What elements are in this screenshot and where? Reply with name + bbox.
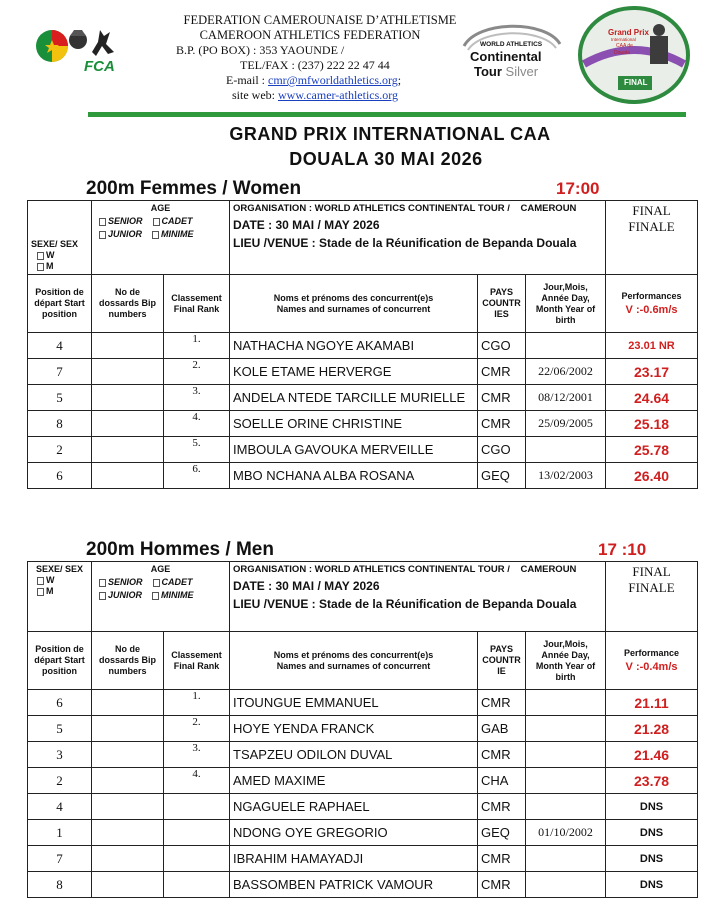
col-header-position: Position de départ Start position xyxy=(28,275,92,333)
sex-m-checkbox xyxy=(37,588,44,596)
table-row xyxy=(28,872,698,898)
age-minime-label: MINIME xyxy=(161,590,194,600)
event-title-men: 200m Hommes / Men xyxy=(86,539,274,560)
table-row xyxy=(28,437,698,463)
athlete-name: NDONG OYE GREGORIO xyxy=(230,820,478,846)
wa-tour-silver xyxy=(474,64,538,79)
col-header-name: Noms et prénoms des concurrent(e)s Names and surnames of concurrent xyxy=(230,632,478,690)
athlete-name: TSAPZEU ODILON DUVAL xyxy=(230,742,478,768)
athlete-dob xyxy=(526,846,606,872)
start-position: 1 xyxy=(28,820,92,846)
performance: 21.46 xyxy=(606,742,698,768)
organisation-text: ORGANISATION : WORLD ATHLETICS CONTINENTAL TOUR / xyxy=(233,564,510,575)
fca-logo-text: FCA xyxy=(84,58,115,75)
performance-label: Performance xyxy=(624,648,680,658)
tel-fax: TEL/FAX : (237) 222 22 47 44 xyxy=(240,58,390,72)
email-line: E-mail : cmr@mfworldathletics.org; xyxy=(226,73,402,87)
performance: DNS xyxy=(606,794,698,820)
athlete-dob xyxy=(526,872,606,898)
table-row xyxy=(28,716,698,742)
website-label: site web: xyxy=(232,88,275,102)
organisation-cell xyxy=(230,562,606,632)
sex-cell xyxy=(28,562,92,632)
grand-prix-logo xyxy=(578,6,690,104)
age-cadet-checkbox xyxy=(153,218,160,226)
col-header-performance xyxy=(606,275,698,333)
bib-number xyxy=(92,437,164,463)
wind-reading: V :-0.6m/s xyxy=(625,304,678,316)
athlete-dob xyxy=(526,716,606,742)
gp-logo-bottom: FINAL xyxy=(624,78,648,87)
age-minime-checkbox xyxy=(152,592,159,600)
performance: 21.28 xyxy=(606,716,698,742)
gp-logo-line4: Douala xyxy=(614,50,630,56)
table-row xyxy=(28,846,698,872)
final-rank xyxy=(164,794,230,820)
table-row xyxy=(28,768,698,794)
final-cell xyxy=(606,562,698,632)
final-cell xyxy=(606,201,698,275)
col-header-dob: Jour,Mois, Année Day, Month Year of birth xyxy=(526,632,606,690)
organisation-text: ORGANISATION : WORLD ATHLETICS CONTINENTAL TOUR / xyxy=(233,203,510,214)
final-rank: 5. xyxy=(164,437,230,463)
bib-number xyxy=(92,872,164,898)
page-subtitle: DOUALA 30 MAI 2026 xyxy=(289,149,483,169)
start-position: 8 xyxy=(28,872,92,898)
table-row xyxy=(28,359,698,385)
performance: 21.11 xyxy=(606,690,698,716)
age-junior-label: JUNIOR xyxy=(108,229,143,239)
event-date: 30 MAI / MAY 2026 xyxy=(275,218,380,232)
age-minime-checkbox xyxy=(152,231,159,239)
wa-continental-label: Continental xyxy=(470,49,542,64)
athlete-name: BASSOMBEN PATRICK VAMOUR xyxy=(230,872,478,898)
venue-name: Stade de la Réunification de Bepanda Douala xyxy=(319,597,577,611)
final-rank xyxy=(164,846,230,872)
age-cadet-label: CADET xyxy=(161,577,193,587)
table-row xyxy=(28,411,698,437)
start-position: 4 xyxy=(28,333,92,359)
col-header-performance xyxy=(606,632,698,690)
performance: 23.17 xyxy=(606,359,698,385)
organisation-country: CAMEROUN xyxy=(520,203,577,214)
athlete-dob: 08/12/2001 xyxy=(526,385,606,411)
athlete-name: MBO NCHANA ALBA ROSANA xyxy=(230,463,478,489)
po-box: B.P. (PO BOX) : 353 YAOUNDE / xyxy=(176,43,345,57)
bib-number xyxy=(92,716,164,742)
bib-number xyxy=(92,820,164,846)
table-row xyxy=(28,820,698,846)
performance: 25.78 xyxy=(606,437,698,463)
bib-number xyxy=(92,690,164,716)
performance: 24.64 xyxy=(606,385,698,411)
athlete-name: AMED MAXIME xyxy=(230,768,478,794)
final-rank: 1. xyxy=(164,690,230,716)
sex-m-checkbox xyxy=(37,263,44,271)
athlete-country: CMR xyxy=(478,742,526,768)
results-table-women xyxy=(27,200,698,489)
finale-label: FINALE xyxy=(628,580,675,595)
sex-w-checkbox xyxy=(37,252,44,260)
athlete-country: CMR xyxy=(478,411,526,437)
athlete-name: KOLE ETAME HERVERGE xyxy=(230,359,478,385)
athlete-dob xyxy=(526,742,606,768)
start-position: 2 xyxy=(28,768,92,794)
athlete-name: ITOUNGUE EMMANUEL xyxy=(230,690,478,716)
continental-tour-logo xyxy=(458,16,566,86)
bib-number xyxy=(92,385,164,411)
start-position: 4 xyxy=(28,794,92,820)
athlete-name: NGAGUELE RAPHAEL xyxy=(230,794,478,820)
age-minime-label: MINIME xyxy=(161,229,194,239)
final-rank: 4. xyxy=(164,411,230,437)
venue-label: LIEU /VENUE : xyxy=(233,597,316,611)
col-header-country: PAYS COUNTR IES xyxy=(478,275,526,333)
table-header-info-row xyxy=(28,201,698,275)
col-header-rank: Classement Final Rank xyxy=(164,275,230,333)
organisation-cell xyxy=(230,201,606,275)
athlete-dob xyxy=(526,690,606,716)
start-position: 6 xyxy=(28,463,92,489)
athlete-dob xyxy=(526,437,606,463)
website-line xyxy=(232,88,398,102)
page-title: GRAND PRIX INTERNATIONAL CAA xyxy=(229,124,551,144)
athlete-country: CMR xyxy=(478,872,526,898)
wa-tour-label: Tour xyxy=(474,64,502,79)
athlete-country: CHA xyxy=(478,768,526,794)
date-label: DATE : xyxy=(233,579,273,593)
table-row xyxy=(28,794,698,820)
athlete-name: HOYE YENDA FRANCK xyxy=(230,716,478,742)
gp-logo-line2: International xyxy=(611,37,636,42)
federation-name-fr: FEDERATION CAMEROUNAISE D’ATHLETISME xyxy=(183,13,457,27)
performance: 26.40 xyxy=(606,463,698,489)
age-cell xyxy=(92,201,230,275)
col-header-name: Noms et prénoms des concurrent(e)s Names and surnames of concurrent xyxy=(230,275,478,333)
performance: DNS xyxy=(606,820,698,846)
event-date: 30 MAI / MAY 2026 xyxy=(275,579,380,593)
gp-logo-line3: CAA de xyxy=(616,43,633,49)
final-rank: 1. xyxy=(164,333,230,359)
start-position: 5 xyxy=(28,385,92,411)
age-cadet-checkbox xyxy=(153,579,160,587)
athlete-country: CMR xyxy=(478,690,526,716)
wa-silver-label: Silver xyxy=(505,64,539,79)
bib-number xyxy=(92,846,164,872)
athlete-country: GEQ xyxy=(478,820,526,846)
performance: DNS xyxy=(606,846,698,872)
final-rank: 3. xyxy=(164,742,230,768)
final-rank: 3. xyxy=(164,385,230,411)
bib-number xyxy=(92,742,164,768)
age-senior-label: SENIOR xyxy=(108,577,143,587)
final-rank: 6. xyxy=(164,463,230,489)
event-time-men: 17 :10 xyxy=(598,540,647,559)
table-header-info-row xyxy=(28,562,698,632)
athlete-dob xyxy=(526,333,606,359)
bib-number xyxy=(92,768,164,794)
athlete-dob: 13/02/2003 xyxy=(526,463,606,489)
final-rank: 4. xyxy=(164,768,230,794)
start-position: 7 xyxy=(28,846,92,872)
wa-small-label: WORLD ATHLETICS xyxy=(480,41,543,48)
col-header-dob: Jour,Mois, Année Day, Month Year of birth xyxy=(526,275,606,333)
table-row xyxy=(28,690,698,716)
athlete-name: IMBOULA GAVOUKA MERVEILLE xyxy=(230,437,478,463)
athlete-country: CMR xyxy=(478,846,526,872)
start-position: 3 xyxy=(28,742,92,768)
sex-cell xyxy=(28,201,92,275)
performance: 23.01 NR xyxy=(606,333,698,359)
finale-label: FINALE xyxy=(628,219,675,234)
start-position: 6 xyxy=(28,690,92,716)
athlete-country: CMR xyxy=(478,359,526,385)
sex-w-checkbox xyxy=(37,577,44,585)
start-position: 5 xyxy=(28,716,92,742)
col-header-rank: Classement Final Rank xyxy=(164,632,230,690)
gp-logo-line1: Grand Prix xyxy=(608,28,649,37)
column-header-row xyxy=(28,275,698,333)
website-link[interactable]: www.camer-athletics.org xyxy=(278,88,399,102)
athlete-country: CMR xyxy=(478,794,526,820)
col-header-bib: No de dossards Bip numbers xyxy=(92,632,164,690)
age-label: AGE xyxy=(150,203,171,213)
final-rank: 2. xyxy=(164,716,230,742)
col-header-bib: No de dossards Bip numbers xyxy=(92,275,164,333)
start-position: 8 xyxy=(28,411,92,437)
bib-number xyxy=(92,463,164,489)
sex-w-label: W xyxy=(46,575,55,585)
final-label: FINAL xyxy=(632,564,671,579)
performance-label: Performances xyxy=(621,291,682,301)
athlete-dob xyxy=(526,794,606,820)
bib-number xyxy=(92,411,164,437)
athlete-name: IBRAHIM HAMAYADJI xyxy=(230,846,478,872)
athlete-country: CGO xyxy=(478,437,526,463)
athlete-name: NATHACHA NGOYE AKAMABI xyxy=(230,333,478,359)
col-header-position: Position de départ Start position xyxy=(28,632,92,690)
sex-label: SEXE/ SEX xyxy=(35,564,84,574)
venue-name: Stade de la Réunification de Bepanda Douala xyxy=(319,236,577,250)
bib-number xyxy=(92,359,164,385)
final-label: FINAL xyxy=(632,203,671,218)
age-junior-checkbox xyxy=(99,231,106,239)
email-label: E-mail : xyxy=(226,73,265,87)
age-senior-checkbox xyxy=(99,579,106,587)
athlete-name: SOELLE ORINE CHRISTINE xyxy=(230,411,478,437)
wind-reading: V :-0.4m/s xyxy=(625,661,678,673)
athlete-dob: 25/09/2005 xyxy=(526,411,606,437)
table-row xyxy=(28,385,698,411)
date-label: DATE : xyxy=(233,218,273,232)
sex-label: SEXE/ SEX xyxy=(31,239,79,249)
final-rank: 2. xyxy=(164,359,230,385)
header-divider xyxy=(88,112,686,117)
athlete-name: ANDELA NTEDE TARCILLE MURIELLE xyxy=(230,385,478,411)
age-junior-label: JUNIOR xyxy=(108,590,143,600)
age-cadet-label: CADET xyxy=(161,216,193,226)
results-body-men xyxy=(28,690,698,898)
athlete-country: GEQ xyxy=(478,463,526,489)
bib-number xyxy=(92,333,164,359)
col-header-country: PAYS COUNTR IE xyxy=(478,632,526,690)
performance: 23.78 xyxy=(606,768,698,794)
final-rank xyxy=(164,872,230,898)
column-header-row xyxy=(28,632,698,690)
age-cell xyxy=(92,562,230,632)
venue-label: LIEU /VENUE : xyxy=(233,236,316,250)
age-senior-checkbox xyxy=(99,218,106,226)
table-row xyxy=(28,463,698,489)
athlete-dob xyxy=(526,768,606,794)
event-time-women: 17:00 xyxy=(556,179,600,198)
athlete-country: CMR xyxy=(478,385,526,411)
federation-name-en: CAMEROON ATHLETICS FEDERATION xyxy=(199,28,421,42)
table-row xyxy=(28,333,698,359)
age-junior-checkbox xyxy=(99,592,106,600)
results-body-women xyxy=(28,333,698,489)
age-senior-label: SENIOR xyxy=(108,216,143,226)
sex-m-label: M xyxy=(46,261,54,271)
bib-number xyxy=(92,794,164,820)
athlete-dob: 01/10/2002 xyxy=(526,820,606,846)
table-row xyxy=(28,742,698,768)
age-label: AGE xyxy=(150,564,171,574)
results-table-men xyxy=(27,561,698,898)
athlete-country: GAB xyxy=(478,716,526,742)
start-position: 2 xyxy=(28,437,92,463)
event-title-women: 200m Femmes / Women xyxy=(86,178,302,199)
performance: 25.18 xyxy=(606,411,698,437)
athlete-country: CGO xyxy=(478,333,526,359)
performance: DNS xyxy=(606,872,698,898)
final-rank xyxy=(164,820,230,846)
sex-m-label: M xyxy=(46,586,54,596)
start-position: 7 xyxy=(28,359,92,385)
email-link[interactable]: cmr@mfworldathletics.org xyxy=(268,73,398,87)
sex-w-label: W xyxy=(46,250,55,260)
organisation-country: CAMEROUN xyxy=(520,564,577,575)
athlete-dob: 22/06/2002 xyxy=(526,359,606,385)
